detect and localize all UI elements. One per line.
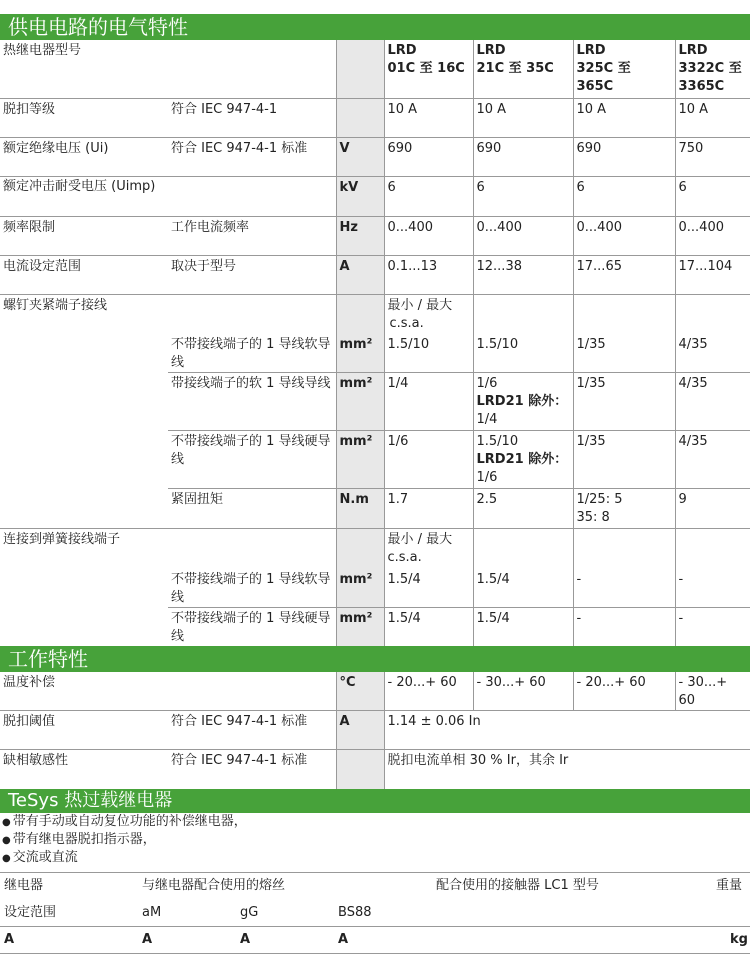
selection-subheader-range: 设定范围 [4,905,57,920]
unit-label: A [338,932,349,947]
table-row: 温度补偿 °C - 20...+ 60 - 30...+ 60 - 20...+ 60 - 30...+ 60 [0,672,750,711]
table-row [0,40,750,98]
table-row: 紧固扭矩 N.m 1.7 2.5 1/25: 5 35: 8 9 [0,489,750,529]
selection-subheader-gg: gG [240,905,259,920]
section-header-operating: 工作特性 [0,646,750,672]
table-row: 带接线端子的软 1 导线导线 mm² 1/4 1/6 LRD21 除外： 1/4 1/35 4/35 [0,373,750,431]
electrical-table [0,40,750,648]
divider [0,872,750,873]
unit-label: A [4,932,15,947]
unit-label: A [142,932,153,947]
table-row: 额定冲击耐受电压 (Uimp) kV 6 6 6 6 [0,176,750,216]
bullet-item: ● 带有手动或自动复位功能的补偿继电器， [2,813,247,832]
table-row: 不带接线端子的 1 导线硬导线 mm² 1/6 1.5/10 LRD21 除外： 1/6 1/35 4/35 [0,431,750,489]
table-row: 频率限制 工作电流频率 Hz 0...400 0...400 0...400 0...400 [0,216,750,255]
table-row: 不带接线端子的 1 导线硬导线 mm² 1.5/4 1.5/4 - - [0,608,750,648]
table-row: 不带接线端子的 1 导线软导线 mm² 1.5/4 1.5/4 - - [0,569,750,608]
model-col-2: LRD 21C 至 35C [473,40,573,98]
section-header-electrical: 供电电路的电气特性 [0,14,750,40]
divider [0,953,750,954]
selection-header-relay: 继电器 [4,878,44,893]
table-row: 缺相敏感性 符合 IEC 947-4-1 标准 脱扣电流单相 30 % Ir，其余 Ir [0,750,750,790]
operating-table [0,672,750,790]
unit-label: A [240,932,251,947]
table-row: 电流设定范围 取决于型号 A 0.1...13 12...38 17...65 17...104 [0,255,750,294]
unit-label: kg [730,932,748,947]
selection-subheader-am: aM [142,905,162,920]
table-row: 不带接线端子的 1 导线软导线 mm² 1.5/10 1.5/10 1/35 4/35 [0,334,750,373]
row-label: 热继电器型号 [0,40,168,98]
bullet-item: ● 带有继电器脱扣指示器， [2,831,156,850]
model-col-3: LRD 325C 至 365C [573,40,675,98]
selection-subheader-bs88: BS88 [338,905,372,920]
bullet-item: ● 交流或直流 [2,849,78,868]
section-header-tesys: TeSys 热过载继电器 [0,789,750,813]
table-row: 连接到弹簧接线端子 最小 / 最大 c.s.a. [0,529,750,569]
table-row: 螺钉夹紧端子接线 最小 / 最大 c.s.a. [0,294,750,334]
model-col-4: LRD 3322C 至 3365C [675,40,750,98]
model-col-1: LRD 01C 至 16C [384,40,473,98]
table-row: 额定绝缘电压 (Ui) 符合 IEC 947-4-1 标准 V 690 690 690 750 [0,137,750,176]
table-row: 脱扣等级 符合 IEC 947-4-1 10 A 10 A 10 A 10 A [0,98,750,137]
selection-header-fuse: 与继电器配合使用的熔丝 [142,878,286,893]
divider [0,926,750,927]
selection-header-contactor: 配合使用的接触器 LC1 型号 [436,878,599,893]
selection-header-weight: 重量 [716,878,743,893]
table-row: 脱扣阈值 符合 IEC 947-4-1 标准 A 1.14 ± 0.06 In [0,711,750,750]
